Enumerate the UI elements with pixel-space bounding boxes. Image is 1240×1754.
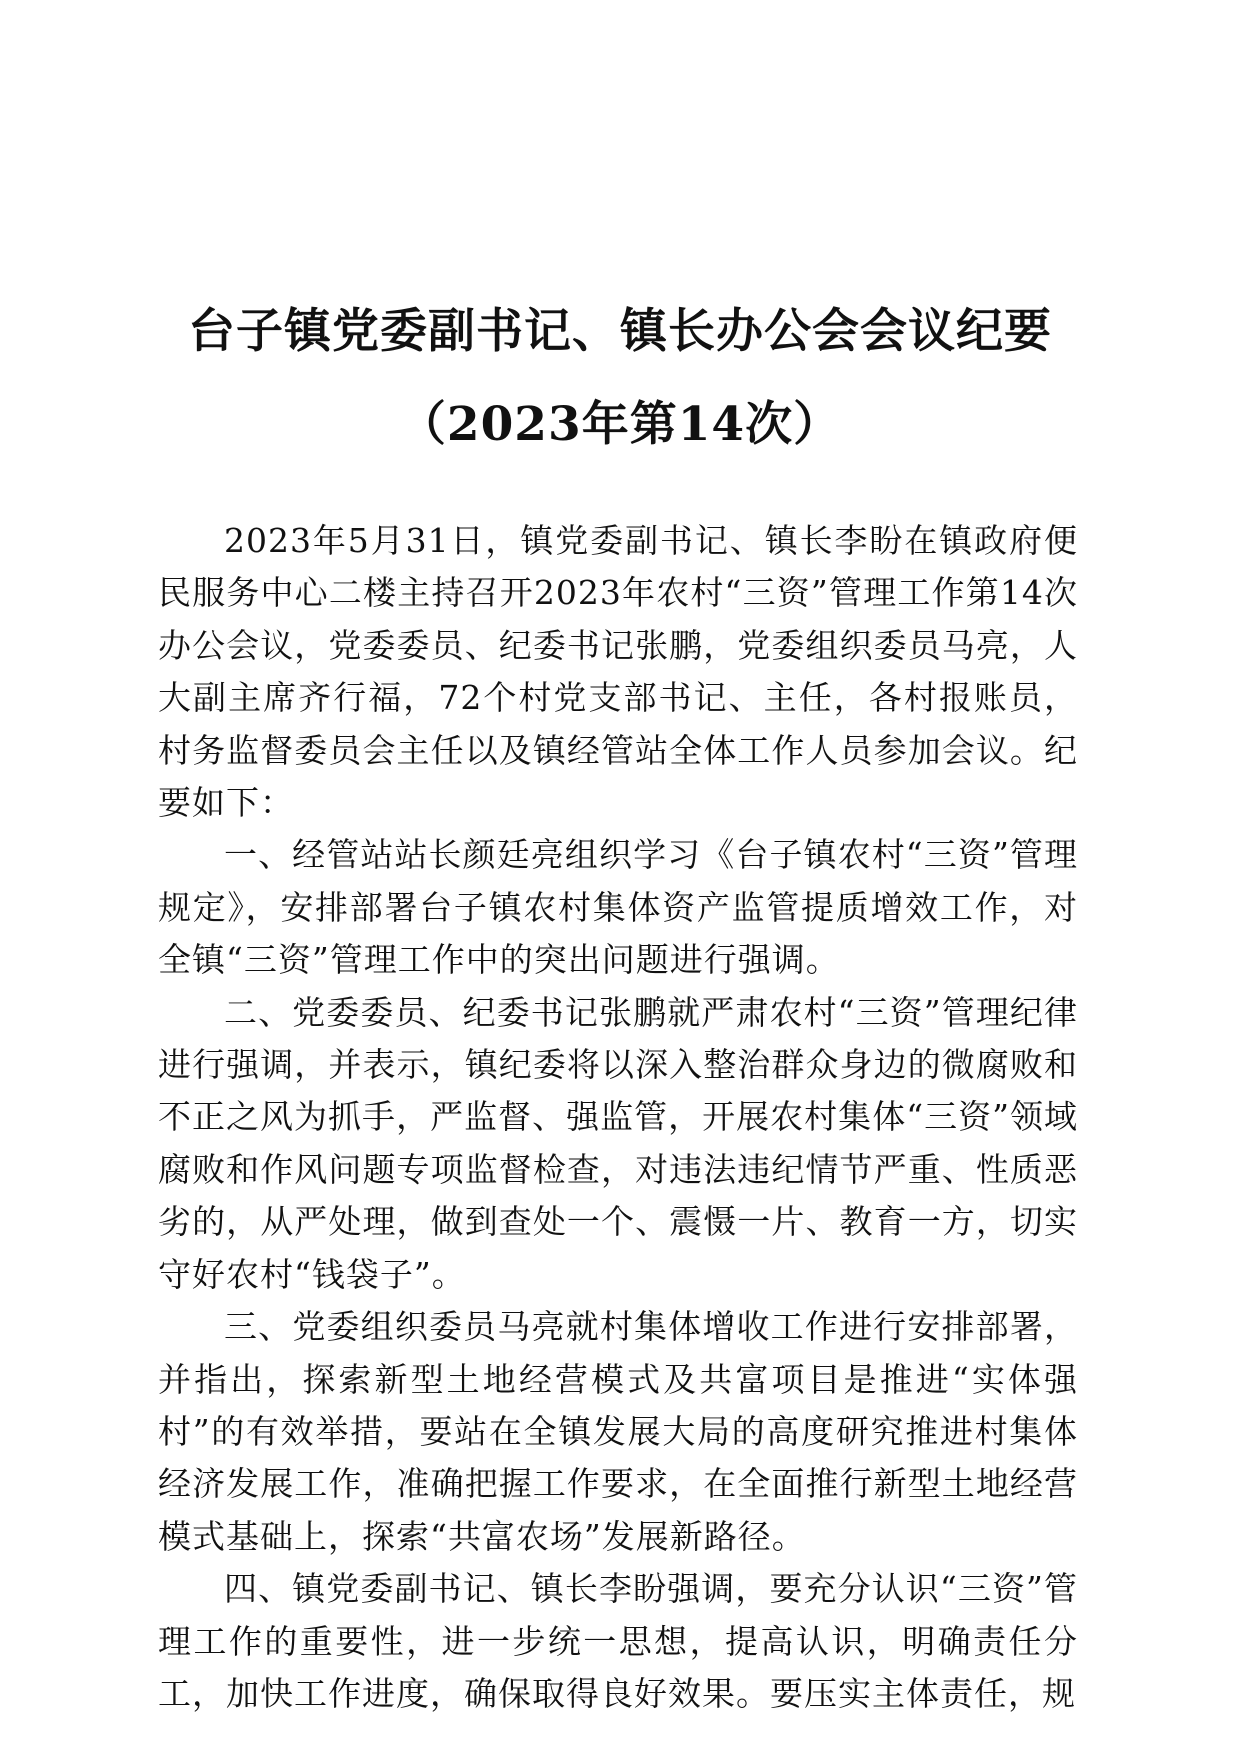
document-subtitle: （2023年第14次） bbox=[398, 397, 842, 452]
paragraph-item-3: 三、党委组织委员马亮就村集体增收工作进行安排部署，并指出，探索新型土地经营模式及共富项目是推进“实体强村”的有效举措，要站在全镇发展大局的高度研究推进村集体经济发展工作，准确把握工作要求，在全面推行新型土地经营模式基础上，探索“共富农场”发展新路径。 bbox=[158, 1307, 1078, 1556]
paragraph-item-2: 二、党委委员、纪委书记张鹏就严肃农村“三资”管理纪律进行强调，并表示，镇纪委将以深入整治群众身边的微腐败和不正之风为抓手，严监督、强监管，开展农村集体“三资”领域腐败和作风问题专项监督检查，对违法违纪情节严重、性质恶劣的，从严处理，做到查处一个、震慑一片、教育一方，切实守好农村“钱袋子”。 bbox=[158, 992, 1078, 1294]
paragraph-intro: 2023年5月31日，镇党委副书记、镇长李盼在镇政府便民服务中心二楼主持召开2023年农村“三资”管理工作第14次办公会议，党委委员、纪委书记张鹏，党委组织委员马亮，人大副主席齐行福，72个村党支部书记、主任，各村报账员，村务监督委员会主任以及镇经管站全体工作人员参加会议。纪要如下： bbox=[158, 521, 1078, 823]
paragraph-item-4: 四、镇党委副书记、镇长李盼强调，要充分认识“三资”管理工作的重要性，进一步统一思想，提高认识，明确责任分工，加快工作进度，确保取得良好效果。要压实主体责任，规 bbox=[158, 1569, 1078, 1713]
document-title: 台子镇党委副书记、镇长办公会会议纪要 bbox=[188, 304, 1052, 359]
paragraph-item-1: 一、经管站站长颜廷亮组织学习《台子镇农村“三资”管理规定》，安排部署台子镇农村集体资产监管提质增效工作，对全镇“三资”管理工作中的突出问题进行强调。 bbox=[158, 835, 1078, 980]
document-body bbox=[158, 515, 1078, 1720]
